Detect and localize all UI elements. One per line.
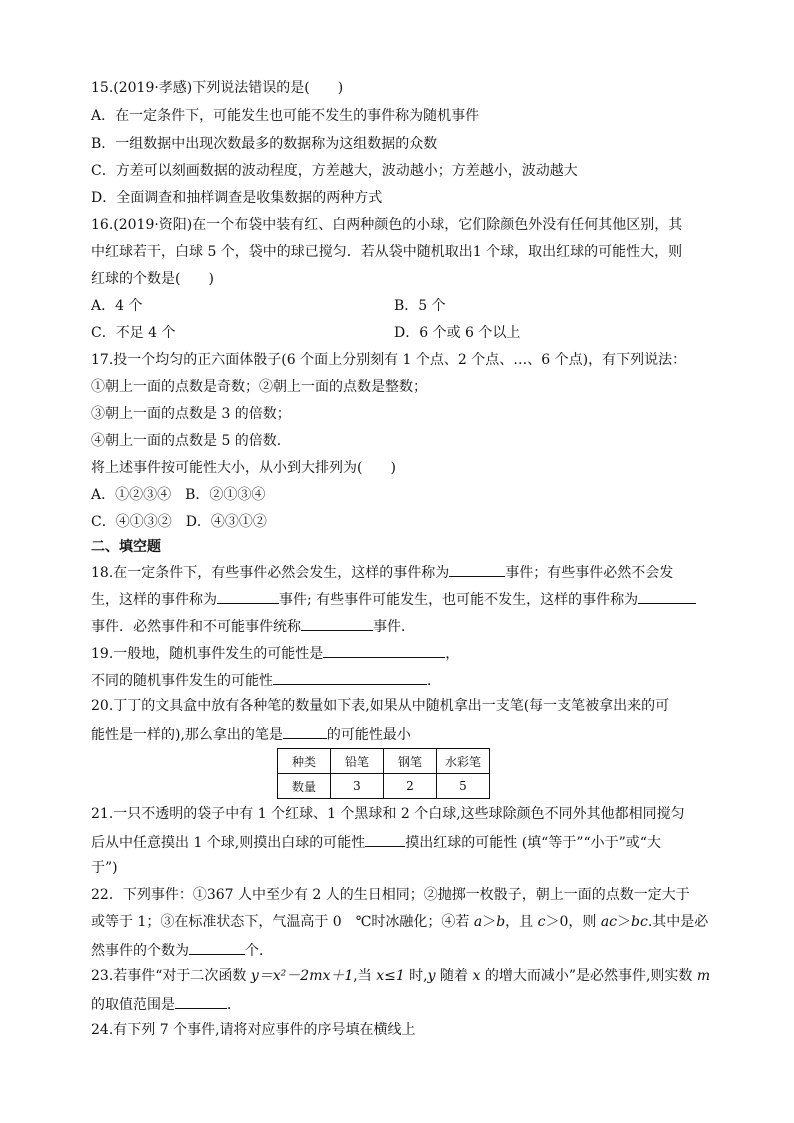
q23-text-a: 23.若事件“对于二次函数 — [91, 968, 251, 984]
table-header-cell: 水彩笔 — [437, 749, 490, 774]
q16-option-c: C．不足 4 个 — [91, 325, 176, 341]
q17-statement-4: ④朝上一面的点数是 5 的倍数． — [91, 433, 291, 449]
pen-count-table — [277, 748, 490, 799]
q23-var-x: x — [472, 968, 481, 984]
q21-line-2 — [91, 831, 661, 853]
table-row — [278, 774, 490, 799]
q19-text-d: ． — [427, 673, 441, 689]
q23-condition: x≤1 — [376, 968, 405, 984]
q18-text-c: 生，这样的事件称为 — [91, 592, 217, 608]
q19-text-c: 不同的随机事件发生的可能性 — [91, 673, 273, 689]
q23-blank — [175, 993, 227, 1009]
q18-text-e: 事件．必然事件和不可能事件统称 — [91, 619, 301, 635]
q18-text-a: 18.在一定条件下，有些事件必然会发生，这样的事件称为 — [91, 565, 450, 581]
q18-blank-4 — [301, 615, 373, 631]
q18-blank-2 — [217, 588, 279, 604]
q23-text-range: 的取值范围是 — [91, 997, 175, 1013]
q16-line-2: 中红球若干，白球 5 个，袋中的球已搅匀．若从袋中随机取出1 个球，取出红球的可能性大，则 — [91, 244, 683, 260]
q15-option-c: C．方差可以刻画数据的波动程度，方差越大，波动越小；方差越小，波动越大 — [91, 163, 578, 179]
q23-text-end: ． — [227, 997, 241, 1013]
q19-blank-1 — [323, 642, 445, 658]
q16-line-3: 红球的个数是( ) — [91, 271, 214, 287]
q18-line-1 — [91, 561, 673, 583]
q22-var-b: b — [496, 914, 506, 930]
q17-options-cd: C．④①③② D．④③①② — [91, 514, 267, 530]
q23-text-e: 随着 — [435, 968, 473, 984]
table-cell: 数量 — [278, 774, 331, 799]
q21-text-b: 摸出红球的可能性 (填“等于”“小于”或“大 — [405, 835, 661, 851]
table-cell: 3 — [331, 774, 384, 799]
q24-line-1: 24.有下列 7 个事件,请将对应事件的序号填在横线上 — [91, 1022, 416, 1038]
q23-var-y: y — [427, 968, 436, 984]
q16-option-d: D．6 个或 6 个以上 — [394, 325, 521, 341]
table-cell: 5 — [437, 774, 490, 799]
q20-line-1: 20.丁丁的文具盒中放有各种笔的数量如下表,如果从中随机拿出一支笔(每一支笔被拿出来的可 — [91, 698, 670, 714]
q19-text-a: 19.一般地，随机事件发生的可能性是 — [91, 646, 324, 662]
q18-text-b: 事件；有些事件必然不会发 — [505, 565, 674, 581]
q18-line-2 — [91, 588, 696, 610]
q22-line-3 — [91, 939, 273, 961]
q16-option-a: A．4 个 — [91, 298, 143, 314]
q17-ask: 将上述事件按可能性大小，从小到大排列为( ) — [91, 460, 396, 476]
q22-var-ac: ac — [600, 914, 617, 930]
q15-option-d: D．全面调查和抽样调查是收集数据的两种方式 — [91, 190, 383, 206]
q22-text-d: .其中是必 — [647, 914, 709, 930]
q23-line-2 — [91, 993, 241, 1015]
q22-var-a: a — [473, 914, 483, 930]
q18-blank-1 — [449, 561, 505, 577]
q20-blank — [283, 723, 327, 739]
q19-line-1 — [91, 642, 459, 664]
q18-text-d: 事件; 有些事件可能发生，也可能不发生，这样的事件称为 — [279, 592, 639, 608]
q22-gt-2: ＞ — [617, 914, 631, 930]
table-header-cell: 种类 — [278, 749, 331, 774]
q18-blank-3 — [638, 588, 696, 604]
q20-line-2 — [91, 723, 411, 745]
q21-line-3: 于”) — [91, 860, 118, 876]
q22-gt-1: ＞ — [482, 914, 497, 930]
q22-text-b: ，且 — [505, 914, 538, 930]
q23-text-c: 时, — [404, 968, 428, 984]
table-header-cell: 铅笔 — [331, 749, 384, 774]
section-heading-fill-in: 二、填空题 — [91, 539, 161, 555]
q20-text-b: 的可能性最小 — [326, 727, 411, 743]
q17-options-ab: A．①②③④ B．②①③④ — [91, 487, 266, 503]
q17-line-1: 17.投一个均匀的正六面体骰子(6 个面上分别刻有 1 个点、2 个点、…、6 个点)，有下列说法： — [91, 352, 687, 368]
q21-text-a: 后从中任意摸出 1 个球,则摸出白球的可能性 — [91, 835, 366, 851]
q22-text-e: 然事件的个数为 — [91, 943, 189, 959]
q22-line-2 — [91, 912, 708, 932]
q21-line-1: 21.一只不透明的袋子中有 1 个红球、1 个黑球和 2 个白球,这些球除颜色不同外其他都相同搅匀 — [91, 806, 685, 822]
table-header-cell: 钢笔 — [384, 749, 437, 774]
q19-line-2 — [91, 669, 441, 691]
q19-blank-2 — [273, 669, 427, 685]
q16-line-1: 16.(2019·资阳)在一个布袋中装有红、白两种颜色的小球，它们除颜色外没有任何其他区别，其 — [91, 217, 683, 233]
q16-option-b: B．5 个 — [394, 298, 446, 314]
q20-text-a: 能性是一样的),那么拿出的笔是 — [91, 727, 283, 743]
q22-line-1: 22．下列事件：①367 人中至少有 2 人的生日相同；②抛掷一枚骰子，朝上一面的点数一定大于 — [91, 887, 690, 903]
q23-text-b: ,当 — [353, 968, 377, 984]
q15-option-b: B．一组数据中出现次数最多的数据称为这组数据的众数 — [91, 136, 438, 152]
q22-var-bc: bc — [631, 914, 648, 930]
q23-line-1 — [91, 966, 710, 986]
q23-text-g: 的增大而减小”是必然事件,则实数 — [480, 968, 697, 984]
q19-text-b: ， — [445, 646, 460, 662]
q22-text-f: 个． — [245, 943, 273, 959]
q22-text-a: 或等于 1；③在标准状态下，气温高于 0 ℃时冰融化；④若 — [91, 914, 474, 930]
table-cell: 2 — [384, 774, 437, 799]
q15-stem: 15.(2019·孝感)下列说法错误的是( ) — [91, 80, 344, 96]
q23-var-m: m — [696, 968, 711, 984]
q22-blank — [189, 939, 245, 955]
q17-statement-1-2: ①朝上一面的点数是奇数；②朝上一面的点数是整数； — [91, 379, 427, 395]
q17-statement-3: ③朝上一面的点数是 3 的倍数； — [91, 406, 291, 422]
table-header-row — [278, 749, 490, 774]
q15-option-a: A．在一定条件下，可能发生也可能不发生的事件称为随机事件 — [91, 108, 480, 124]
q18-line-3 — [91, 615, 415, 637]
q23-function-expr: y＝x²－2mx＋1 — [250, 968, 354, 984]
q22-text-c: ＞0，则 — [545, 914, 601, 930]
q18-text-f: 事件． — [373, 619, 415, 635]
q22-var-c: c — [537, 914, 546, 930]
q21-blank — [365, 831, 405, 847]
